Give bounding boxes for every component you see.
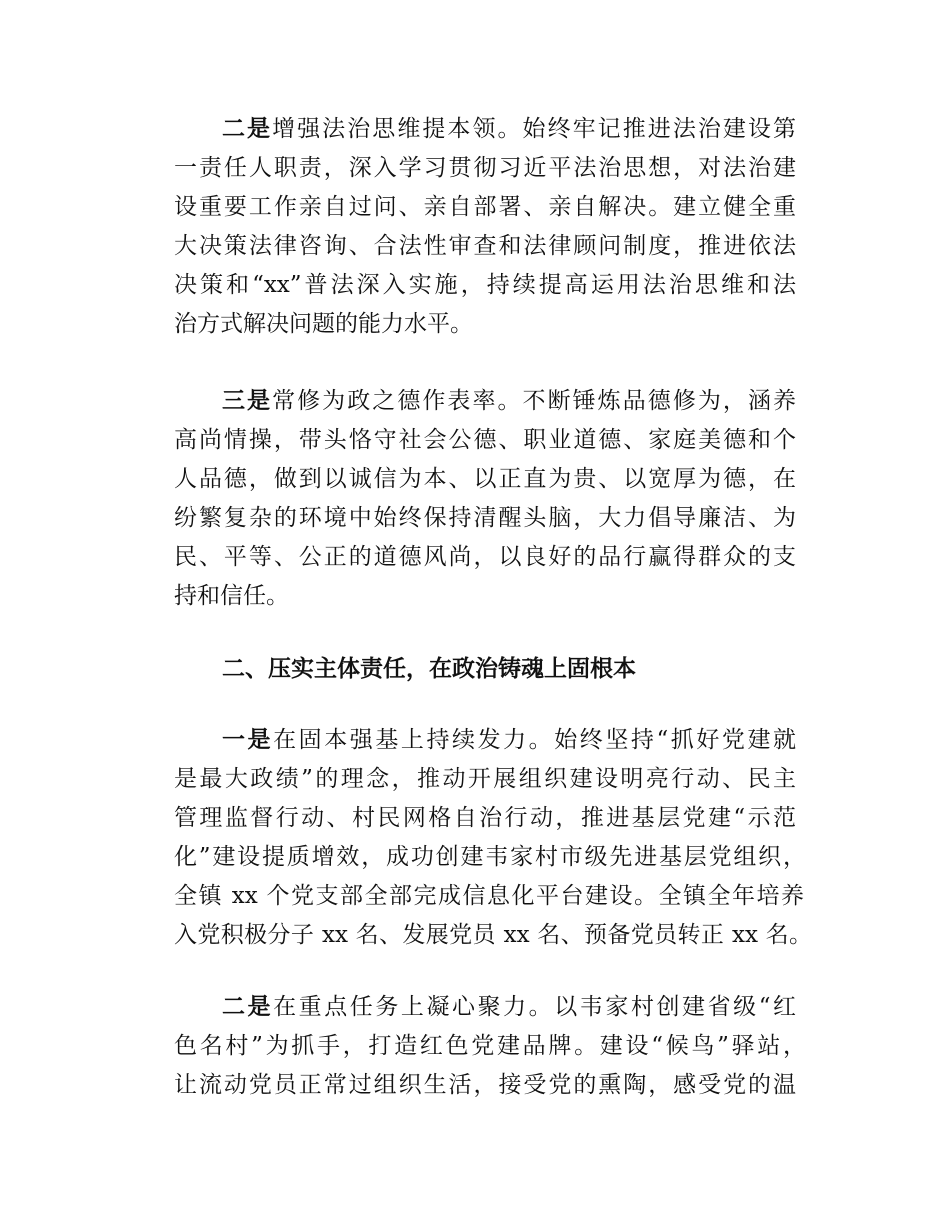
paragraph-line: 一责任人职责，深入学习贯彻习近平法治思想，对法治建: [174, 155, 796, 181]
paragraph-line: [222, 725, 796, 755]
paragraph-line: 色名村”为抓手，打造红色党建品牌。建设“候鸟”驿站，: [174, 1033, 806, 1059]
line-text: 增强法治思维提本领。始终牢记推进法治建设第: [272, 116, 797, 142]
paragraph-lead: 一是: [222, 727, 274, 753]
paragraph-line: 入党积极分子 xx 名、发展党员 xx 名、预备党员转正 xx 名。: [174, 922, 812, 948]
paragraph-line: 大决策法律咨询、合法性审查和法律顾问制度，推进依法: [174, 233, 796, 259]
paragraph-line: 管理监督行动、村民网格自治行动，推进基层党建“示范: [174, 805, 796, 831]
section-heading: 二、压实主体责任，在政治铸魂上固根本: [222, 656, 636, 682]
line-text: 常修为政之德作表率。不断锤炼品德修为，涵养: [272, 388, 797, 414]
paragraph-lead: 二是: [222, 116, 273, 142]
paragraph-line: 全镇 xx 个党支部全部完成信息化平台建设。全镇全年培养: [174, 883, 804, 909]
paragraph-lead: 二是: [222, 994, 274, 1020]
paragraph-line: 让流动党员正常过组织生活，接受党的熏陶，感受党的温: [174, 1072, 796, 1098]
paragraph-line: 决策和“xx”普法深入实施，持续提高运用法治思维和法: [174, 272, 796, 298]
paragraph-line: 高尚情操，带头恪守社会公德、职业道德、家庭美德和个: [174, 427, 796, 453]
paragraph-lead: 三是: [222, 388, 273, 414]
paragraph-line: 持和信任。: [174, 583, 289, 609]
paragraph-line: 纷繁复杂的环境中始终保持清醒头脑，大力倡导廉洁、为: [174, 505, 796, 531]
line-text: 在重点任务上凝心聚力。以韦家村创建省级“红: [273, 994, 797, 1020]
paragraph-line: [222, 992, 796, 1022]
paragraph-line: 设重要工作亲自过问、亲自部署、亲自解决。建立健全重: [174, 194, 796, 220]
paragraph-line: 化”建设提质增效，成功创建韦家村市级先进基层党组织，: [174, 844, 806, 870]
paragraph-line: 治方式解决问题的能力水平。: [174, 311, 473, 337]
paragraph-line: [222, 114, 796, 144]
line-text: 在固本强基上持续发力。始终坚持“抓好党建就: [273, 727, 797, 753]
paragraph-line: [222, 386, 796, 416]
paragraph-line: 人品德，做到以诚信为本、以正直为贵、以宽厚为德，在: [174, 466, 796, 492]
paragraph-line: 民、平等、公正的道德风尚，以良好的品行赢得群众的支: [174, 544, 796, 570]
paragraph-line: 是最大政绩”的理念，推动开展组织建设明亮行动、民主: [174, 766, 796, 792]
